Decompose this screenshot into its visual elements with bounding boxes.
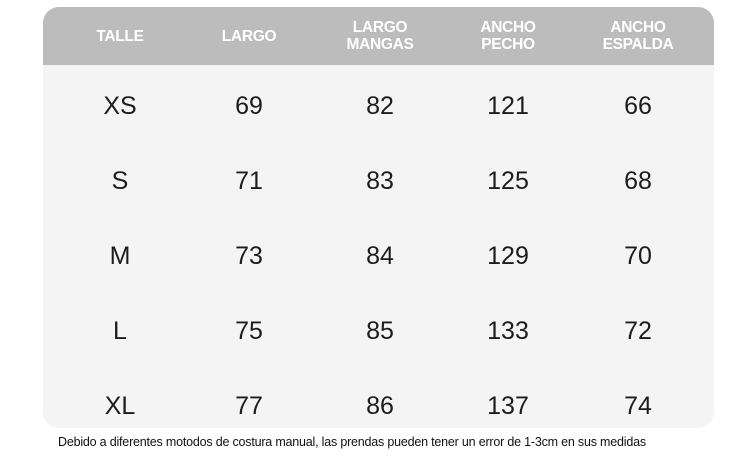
table-cell: L	[113, 316, 127, 345]
table-cell: 137	[487, 391, 529, 420]
table-cell: 86	[366, 391, 394, 420]
header-line: TALLE	[96, 27, 144, 45]
table-cell: 69	[235, 91, 263, 120]
header-ancho-espalda	[573, 7, 703, 65]
table-row-m	[43, 236, 714, 276]
table-cell: 121	[487, 91, 529, 120]
table-row-xs	[43, 86, 714, 126]
size-chart-table	[43, 7, 714, 428]
table-row-s	[43, 161, 714, 201]
measurement-disclaimer: Debido a diferentes motodos de costura manual, las prendas pueden tener un error de 1-3cm en sus medidas	[58, 435, 646, 449]
table-cell: 133	[487, 316, 529, 345]
table-cell: 68	[624, 166, 652, 195]
header-line: LARGO	[352, 19, 408, 36]
table-cell: XL	[104, 391, 136, 420]
table-cell: 73	[235, 241, 263, 270]
header-line: PECHO	[481, 36, 535, 53]
table-cell: 71	[235, 166, 263, 195]
table-cell: 74	[624, 391, 652, 420]
header-line: ESPALDA	[602, 36, 674, 53]
header-ancho-pecho	[443, 7, 573, 65]
table-header-row	[43, 7, 714, 65]
table-cell: 125	[487, 166, 529, 195]
table-cell: 82	[366, 91, 394, 120]
table-cell: 85	[366, 316, 394, 345]
table-cell: 66	[624, 91, 652, 120]
table-row-xl	[43, 386, 714, 426]
header-line: ANCHO	[480, 19, 536, 36]
table-cell: 83	[366, 166, 394, 195]
header-line: LARGO	[221, 27, 277, 45]
header-largo	[184, 7, 314, 65]
header-line: ANCHO	[610, 19, 666, 36]
header-largo-mangas	[315, 7, 445, 65]
header-line: MANGAS	[346, 36, 414, 53]
table-cell: 84	[366, 241, 394, 270]
table-cell: 129	[487, 241, 529, 270]
header-talle	[55, 7, 185, 65]
table-cell: 70	[624, 241, 652, 270]
table-cell: 72	[624, 316, 652, 345]
table-cell: M	[109, 241, 131, 270]
table-cell: 75	[235, 316, 263, 345]
table-cell: XS	[103, 91, 137, 120]
table-row-l	[43, 311, 714, 351]
table-cell: 77	[235, 391, 263, 420]
table-cell: S	[111, 166, 129, 195]
